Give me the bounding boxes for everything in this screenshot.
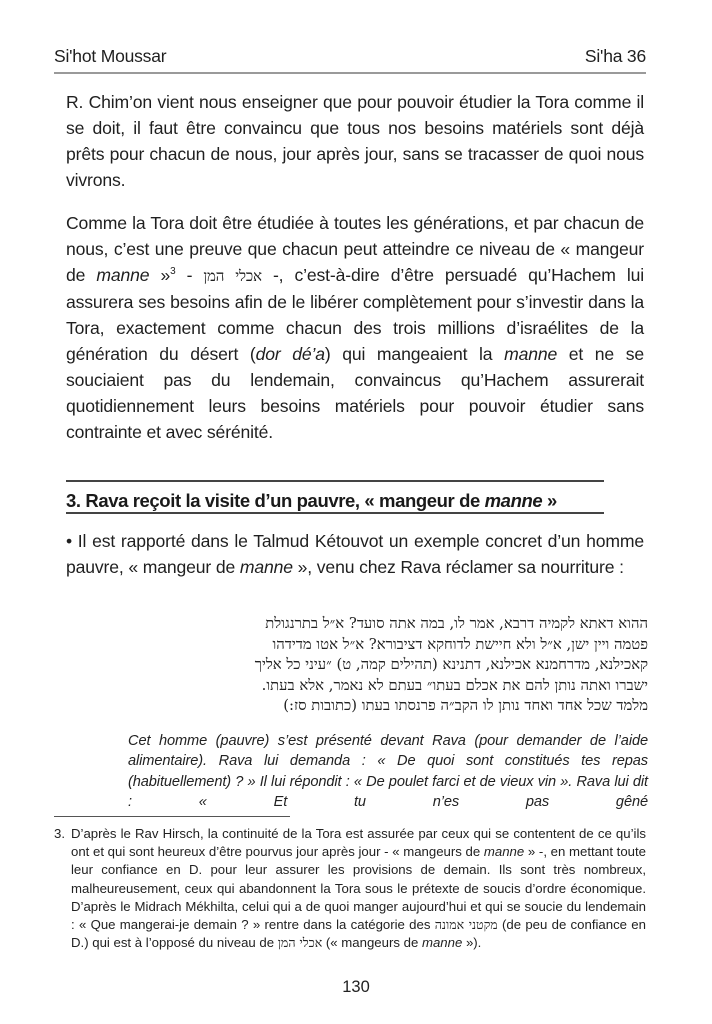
paragraph-2-text: [66, 210, 644, 445]
text-run: • Il est rapporté dans le Talmud Kétouvot un exemple concret d’un homme pauvre, « mangeur de: [66, 531, 644, 577]
italic-term: manne: [504, 344, 558, 364]
text-run: -: [175, 265, 204, 285]
paragraph-1: [66, 89, 644, 193]
text-run: Comme la Tora doit être étudiée à toutes les générations, et par chacun de nous, c’est une preuve que chacun peut atteindre ce niveau de « mangeur de: [66, 213, 644, 285]
text-run: »: [542, 490, 557, 511]
paragraph-3-text: [66, 528, 644, 580]
footnote-number: 3.: [54, 826, 65, 841]
paragraph-1-text: R. Chim’on vient nous enseigner que pour pouvoir étudier la Tora comme il se doit, il faut être convaincu que tous nos besoins matériels sont déjà prêts pour chacun de nous, jour après jour, sans se tracasser de quoi nous vivrons.: [66, 92, 644, 190]
hebrew-term: אכלי המן: [203, 267, 262, 285]
text-run: (de peu de confiance en D.) qui est à l’opposé du niveau de: [71, 917, 646, 951]
text-run: », venu chez Rava réclamer sa nourriture :: [292, 557, 624, 577]
book-title: Si'hot Moussar: [54, 46, 167, 66]
footnote-reference[interactable]: 3: [170, 266, 176, 278]
text-run: ) qui mangeaient la: [324, 344, 505, 364]
translation: [128, 731, 648, 812]
italic-term: manne: [421, 935, 463, 951]
text-run: » -, en mettant toute leur confiance en D. pour leur assurer les provisions de demain. Ils sont très nombreux, malheureusement, ceux qui abandonnent la Tora sous le prétexte de soucis d’ordre économique. D’après le Midrach Mékhilta, celui qui a de quoi manger aujourd’hui et qui se soucie du lendemain : « Que mangerai-je demain ? » rentre dans la catégorie des: [71, 844, 646, 933]
text-run: »: [149, 265, 171, 285]
hebrew-quote: [128, 614, 648, 717]
italic-term: manne: [96, 265, 150, 285]
hebrew-term: מקטני אמונה: [434, 917, 498, 933]
italic-term: manne: [483, 844, 525, 860]
italic-term: dor dé’a: [255, 344, 325, 364]
text-run: (« mangeurs de: [322, 935, 422, 951]
italic-term: manne: [484, 490, 543, 511]
italic-term: manne: [239, 557, 293, 577]
text-run: et ne se souciaient pas du lendemain, convaincus qu’Hachem assurerait quotidiennement leurs besoins matériels pour pouvoir étudier sans contrainte et avec sérénité.: [66, 344, 645, 442]
hebrew-term: אכלי המן: [277, 935, 323, 951]
text-run: -, c’est-à-dire d’être persuadé qu’Hachem lui assurera ses besoins afin de le libérer complètement pour s’investir dans la Tora, exactement comme chacun des trois millions d’israélites de la génération du désert (: [66, 265, 645, 364]
hebrew-quote-line: ישברו ואתה נותן להם את אכלם בעתו״ בעתם לא נאמר, אלא בעתו.: [261, 676, 648, 694]
hebrew-quote-line: פטמה ויין ישן, א״ל ולא חיישת לדוחקא דציבורא? א״ל אטו מדידהו: [272, 635, 648, 653]
hebrew-quote-line: מלמד שכל אחד ואחד נותן לו הקב״ה פרנסתו בעתו (כתובות סז:): [283, 697, 648, 715]
footnote: [54, 825, 646, 952]
footnote-text: [71, 825, 646, 952]
text-run: 3. Rava reçoit la visite d’un pauvre, « mangeur de: [66, 490, 485, 511]
paragraph-2: [66, 210, 644, 445]
section-heading-text: [66, 486, 557, 516]
text-run: »).: [462, 935, 482, 951]
paragraph-3: [66, 528, 644, 580]
translation-text: Cet homme (pauvre) s’est présenté devant Rava (pour demander de l’aide alimentaire). Rava lui demanda : « De quoi sont constitués tes repas (habituellement) ? » Il lui répondit : « De poulet farci et de vieux vin ». Rava lui dit : « Et tu n’es pas gêné: [128, 733, 648, 810]
footnote-divider: [54, 816, 290, 817]
text-run: D’après le Rav Hirsch, la continuité de la Tora est assurée par ceux qui se contentent de ce qu’ils ont et qui sont heureux d’être pourvus jour après jour - « mangeurs de: [71, 826, 646, 860]
hebrew-quote-line: קאכילנא, מדרחמנא אכילנא, דתנינא (תהילים קמה, ט) ״עיני כל אליך: [254, 656, 648, 674]
section-heading: [66, 480, 604, 514]
chapter-label: Si'ha 36: [584, 46, 646, 66]
hebrew-quote-line: ההוא דאתא לקמיה דרבא, אמר לו, במה אתה סועד? א״ל בתרנגולת: [265, 615, 648, 632]
running-header: [54, 44, 646, 74]
page-number: 130: [342, 978, 370, 996]
